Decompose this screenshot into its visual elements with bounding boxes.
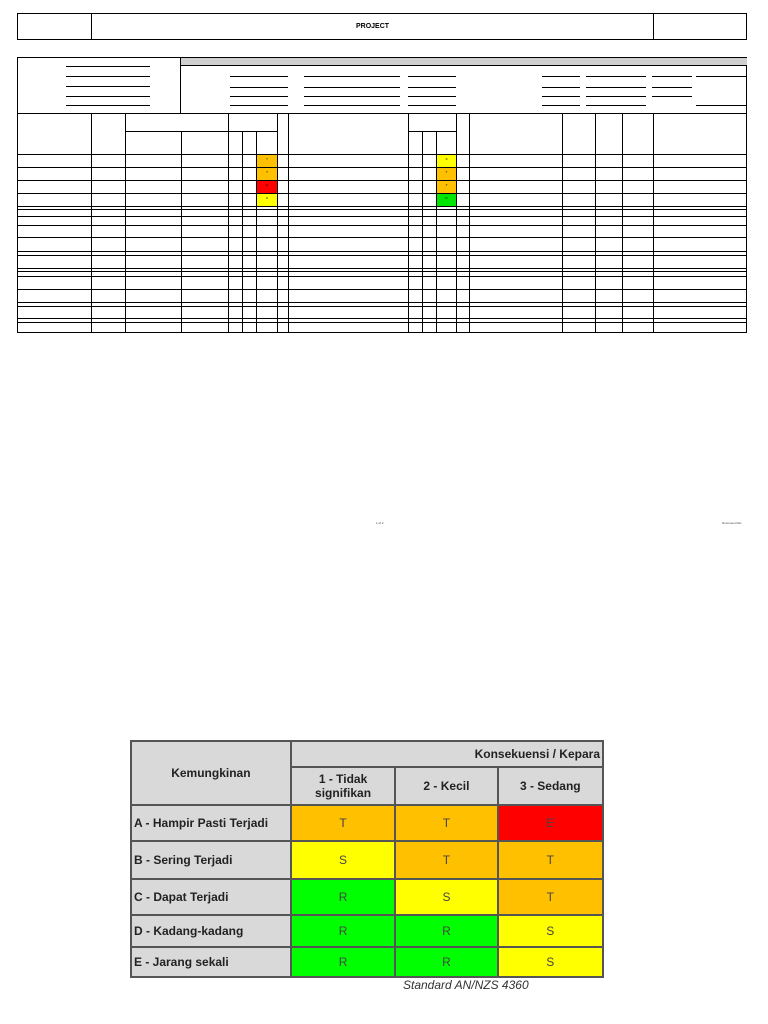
residual-risk-cell: S [437, 155, 456, 167]
page-number: 1 of 2 [376, 521, 384, 525]
document-ref: Document Ref. [722, 521, 743, 525]
likelihood-header: Kemungkinan [131, 741, 291, 805]
consequence-header: Konsekuensi / Kepara [291, 741, 603, 767]
likelihood-row-label: C - Dapat Terjadi [131, 879, 291, 915]
matrix-caption: Standard AN/NZS 4360 [403, 978, 529, 992]
risk-cell: T [395, 841, 497, 879]
risk-cell: R [291, 879, 396, 915]
field-line [66, 96, 150, 97]
risk-cell: R [291, 947, 396, 977]
initial-risk-cell: T [257, 155, 277, 167]
likelihood-row-label: A - Hampir Pasti Terjadi [131, 805, 291, 841]
field-line [66, 76, 150, 77]
risk-cell: S [291, 841, 396, 879]
residual-risk-cell: T [437, 168, 456, 180]
page-title: PROJECT [355, 23, 390, 30]
risk-cell: R [395, 915, 497, 947]
likelihood-row-label: B - Sering Terjadi [131, 841, 291, 879]
form-header-gray-bar [181, 58, 747, 66]
risk-cell: R [291, 915, 396, 947]
initial-risk-cell: T [257, 168, 277, 180]
risk-matrix [130, 740, 604, 978]
risk-cell: S [395, 879, 497, 915]
initial-risk-cell: S [257, 194, 277, 206]
initial-risk-cell: E [257, 181, 277, 193]
hazard-form [17, 57, 747, 333]
title-bar [17, 13, 747, 40]
risk-cell: T [291, 805, 396, 841]
risk-cell: T [498, 841, 603, 879]
field-line [66, 86, 150, 87]
field-line [66, 105, 150, 106]
residual-risk-cell: T [437, 181, 456, 193]
risk-cell: R [395, 947, 497, 977]
risk-cell: E [498, 805, 603, 841]
field-line [66, 66, 150, 67]
risk-cell: T [395, 805, 497, 841]
likelihood-row-label: E - Jarang sekali [131, 947, 291, 977]
consequence-col-3: 3 - Sedang [498, 767, 603, 805]
residual-risk-cell: R [437, 194, 456, 206]
risk-cell: T [498, 879, 603, 915]
risk-cell: S [498, 947, 603, 977]
consequence-col-2: 2 - Kecil [395, 767, 497, 805]
risk-cell: S [498, 915, 603, 947]
likelihood-row-label: D - Kadang-kadang [131, 915, 291, 947]
consequence-col-1: 1 - Tidak signifikan [291, 767, 396, 805]
